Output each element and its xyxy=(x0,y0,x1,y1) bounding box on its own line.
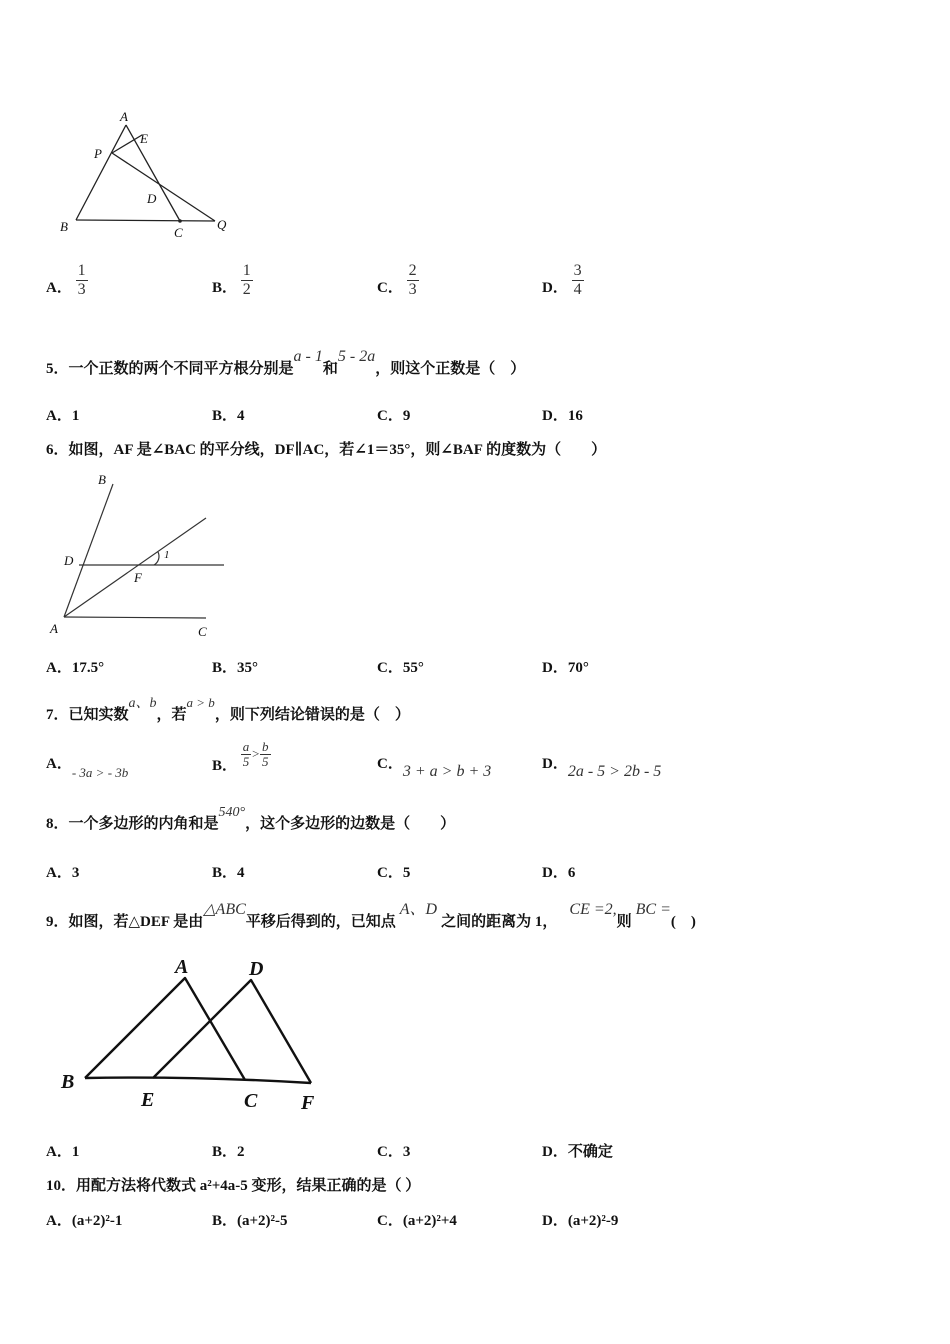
fig9-label-a: A xyxy=(175,956,189,978)
fig6-label-d: D xyxy=(64,553,74,568)
q5-option-b[interactable]: B．4 xyxy=(212,408,245,424)
q4-option-c[interactable]: C． $\frac{2}{3}$ xyxy=(377,262,417,298)
q7-option-b[interactable]: B． $\frac{a}{5}$ > $\frac{b}{5}$ xyxy=(212,739,269,774)
q7-options xyxy=(46,740,886,782)
fig4-label-q: Q xyxy=(217,217,227,232)
fig4-label-e: E xyxy=(140,131,148,146)
fig4-label-a: A xyxy=(120,109,128,124)
q10-option-d[interactable]: D．(a+2)²-9 xyxy=(542,1213,619,1229)
q7-option-c[interactable]: C．3 + a > b + 3 xyxy=(377,756,492,780)
fraction: $\frac{3}{4}$ xyxy=(573,262,582,298)
fig6-label-f: F xyxy=(134,570,142,585)
q10-option-a[interactable]: A．(a+2)²-1 xyxy=(46,1213,123,1229)
q4-option-a[interactable]: A． $\frac{1}{3}$ xyxy=(46,262,86,298)
q7-option-d[interactable]: D．2a - 5 > 2b - 5 xyxy=(542,756,662,780)
figure-q6-angle xyxy=(46,470,236,640)
fig6-label-angle-1: 1 xyxy=(164,549,170,561)
q9-option-c[interactable]: C．3 xyxy=(377,1144,411,1160)
fig9-label-f: F xyxy=(301,1092,315,1114)
q4-options xyxy=(46,262,886,308)
q8-option-c[interactable]: C．5 xyxy=(377,865,411,881)
q6-option-b[interactable]: B．35° xyxy=(212,660,259,676)
q8-option-b[interactable]: B．4 xyxy=(212,865,245,881)
fig6-label-c: C xyxy=(198,624,207,639)
question-5-text: 5．一个正数的两个不同平方根分别是a - 1和5 - 2a，则这个正数是（ ） xyxy=(46,348,526,377)
q8-option-a[interactable]: A．3 xyxy=(46,865,80,881)
fig4-label-p: P xyxy=(94,146,102,161)
q10-option-c[interactable]: C．(a+2)²+4 xyxy=(377,1213,457,1229)
question-8-text: 8．一个多边形的内角和是540°，这个多边形的边数是（ ） xyxy=(46,805,456,832)
fig6-label-b: B xyxy=(98,472,106,487)
fraction: $\frac{1}{3}$ xyxy=(77,262,86,298)
q4-option-b[interactable]: B． $\frac{1}{2}$ xyxy=(212,262,251,298)
fig9-label-c: C xyxy=(244,1090,258,1112)
fraction: $\frac{1}{2}$ xyxy=(242,262,251,298)
question-10-text: 10．用配方法将代数式 a²+4a-5 变形，结果正确的是（ ） xyxy=(46,1178,421,1194)
question-6-text: 6．如图，AF 是∠BAC 的平分线，DF∥AC，若∠1＝35°，则∠BAF 的度数为（ ） xyxy=(46,442,607,458)
q10-options xyxy=(46,1209,886,1231)
fraction: $\frac{2}{3}$ xyxy=(408,262,417,298)
fraction: $\frac{a}{5}$ xyxy=(242,739,250,769)
q5-option-d[interactable]: D．16 xyxy=(542,408,583,424)
fraction: $\frac{b}{5}$ xyxy=(262,739,269,769)
q5-option-c[interactable]: C．9 xyxy=(377,408,411,424)
q8-option-d[interactable]: D．6 xyxy=(542,865,576,881)
q5-option-a[interactable]: A．1 xyxy=(46,408,80,424)
fig9-label-b: B xyxy=(61,1071,75,1093)
q9-option-b[interactable]: B．2 xyxy=(212,1144,245,1160)
q6-option-d[interactable]: D．70° xyxy=(542,660,589,676)
figure-q4-triangle xyxy=(50,105,250,245)
fig4-label-d: D xyxy=(147,191,157,206)
fig6-label-a: A xyxy=(50,621,58,636)
q6-option-a[interactable]: A．17.5° xyxy=(46,660,105,676)
q9-option-a[interactable]: A．1 xyxy=(46,1144,80,1160)
q10-option-b[interactable]: B．(a+2)²-5 xyxy=(212,1213,288,1229)
q9-options xyxy=(46,1140,886,1162)
fig4-label-c: C xyxy=(174,225,183,240)
q6-option-c[interactable]: C．55° xyxy=(377,660,424,676)
q8-options xyxy=(46,861,886,883)
q6-options xyxy=(46,656,886,678)
fig4-label-b: B xyxy=(60,219,68,234)
q7-option-a[interactable]: A．- 3a > - 3b xyxy=(46,756,129,780)
q9-option-d[interactable]: D．不确定 xyxy=(542,1144,613,1160)
figure-q9-translation xyxy=(55,950,335,1120)
q4-option-d[interactable]: D． $\frac{3}{4}$ xyxy=(542,262,582,298)
question-7-text: 7．已知实数a、b，若a > b，则下列结论错误的是（ ） xyxy=(46,695,410,723)
fig9-label-e: E xyxy=(141,1089,155,1111)
fig9-label-d: D xyxy=(249,958,264,980)
question-9-text: 9．如图，若△DEF 是由△ABC平移后得到的，已知点A、D之间的距离为 1，CE =2,则BC =( ) xyxy=(46,901,696,930)
q5-options xyxy=(46,404,886,426)
